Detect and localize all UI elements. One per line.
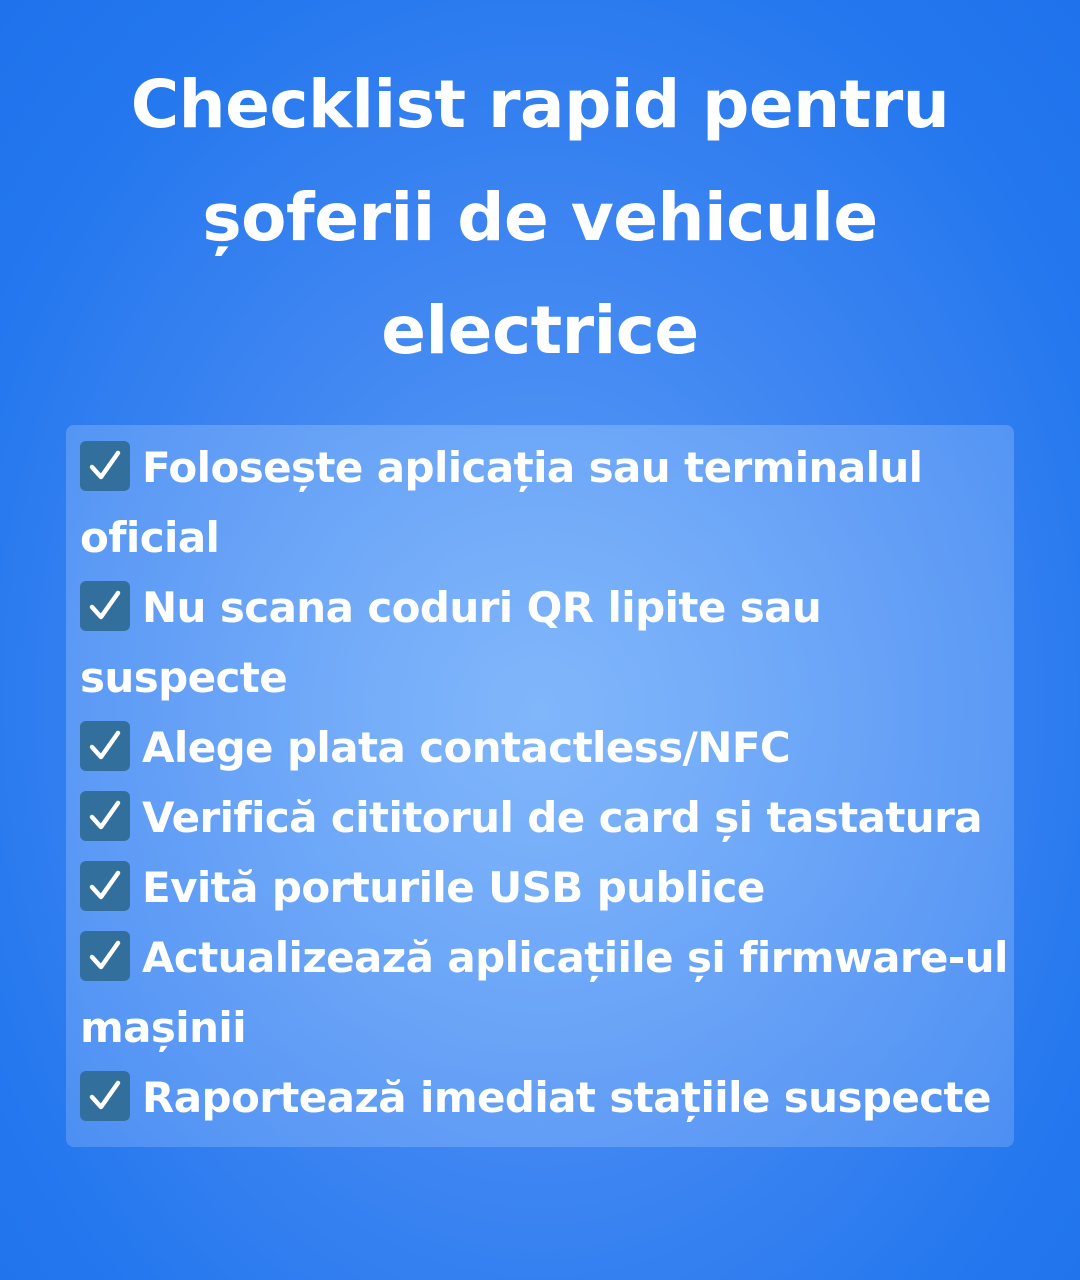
check-mark-icon <box>80 931 130 981</box>
checklist-item-text: Verifică cititorul de card și tastatura <box>142 793 982 842</box>
checklist-item <box>80 853 1008 923</box>
checklist-item <box>80 573 1008 713</box>
checklist-card <box>66 425 1014 1147</box>
checklist-item-text: Folosește aplicația sau terminalul oficial <box>80 443 923 562</box>
checklist-item <box>80 1063 1008 1133</box>
check-mark-icon <box>80 581 130 631</box>
checklist-item-text: Evită porturile USB publice <box>142 863 765 912</box>
checklist-item-text: Raportează imediat stațiile suspecte <box>142 1073 991 1122</box>
checklist <box>80 433 1008 1133</box>
check-mark-icon <box>80 791 130 841</box>
check-mark-icon <box>80 721 130 771</box>
check-mark-icon <box>80 861 130 911</box>
check-mark-icon <box>80 1071 130 1121</box>
checklist-item-text: Actualizează aplicațiile și firmware-ul mașinii <box>80 933 1008 1052</box>
checklist-item <box>80 783 1008 853</box>
page-title: Checklist rapid pentru șoferii de vehicule electrice <box>130 66 950 369</box>
checklist-item <box>80 433 1008 573</box>
checklist-item-text: Nu scana coduri QR lipite sau suspecte <box>80 583 822 702</box>
checklist-item-text: Alege plata contactless/NFC <box>142 723 791 772</box>
checklist-item <box>80 923 1008 1063</box>
checklist-item <box>80 713 1008 783</box>
check-mark-icon <box>80 441 130 491</box>
